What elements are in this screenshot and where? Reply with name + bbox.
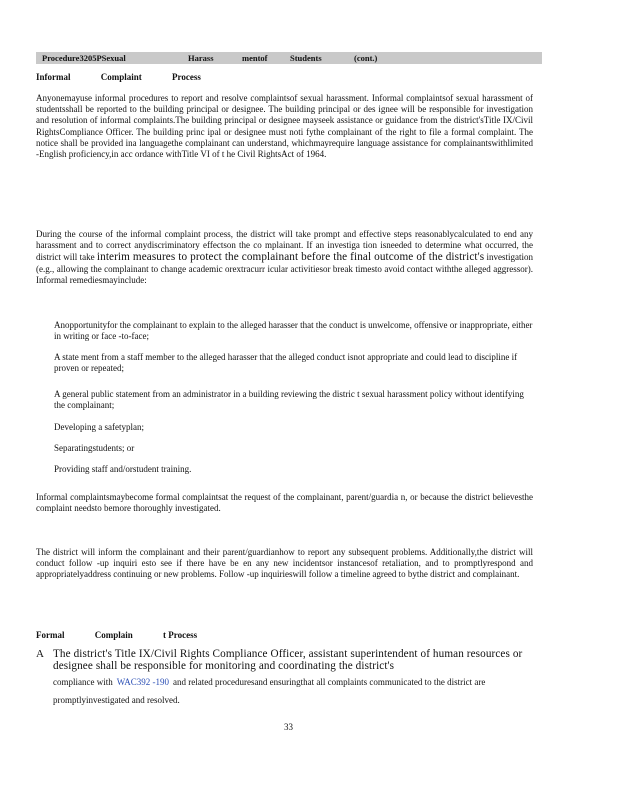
paragraph-text: During the course of the informal complaint process, the district will take prompt and effective steps reasonablycalculated to end any harassment and to correct anydiscriminatory effectson the co mplainant. If an investiga tion isneeded to determine what occurred, the district will take [36, 229, 533, 263]
header-harass: Harass [188, 53, 214, 63]
item-a-text: and related proceduresand ensuringthat all complaints communicated to the district are promptlyinvestigated and resolved. [53, 677, 486, 705]
list-item-text: A general public statement from an administrator in a building reviewing the distric t sexual harassment policy without identifying the complainant; [54, 389, 524, 411]
heading-word: Complaint [100, 72, 142, 82]
paragraph-informal-intro: Anyonemayuse informal procedures to report and resolve complaintsof sexual harassment. Informal complaintsof sexual harassment of studentsshall be reported to the building principal or designee. The building principal or des ignee will be responsible for investigation and resolution of informal complaints.The building principal or designee mayseek assistance or guidance from the district'sTitle IX/Civil RightsCompliance Officer. The building princ ipal or designee must noti fythe complainant of the right to file a formal complaint. The notice shall be provided ina languagethe complainant can understand, whichmayrequire language assistance for complainantswithlimited -English proficiency,in acc ordance withTitle VI of t he Civil RightsAct of 1964. [36, 93, 533, 160]
list-item-text: Developing a safetyplan; [54, 422, 144, 432]
list-item [36, 352, 533, 374]
paragraph-text: investigation (e.g., allowing the complainant to change academic orextracurr icular activitiesor break timesto avoid contact withthe alleged aggressor). Informal remediesmayinclude: [36, 252, 533, 285]
list-item [36, 443, 533, 454]
wac-link[interactable]: WAC392 -190 [116, 677, 169, 687]
item-a-text: compliance with [53, 677, 113, 687]
heading-word: t Process [163, 630, 198, 640]
heading-word: Formal [36, 630, 65, 640]
heading-word: Process [172, 72, 201, 82]
header-students: Students [290, 53, 322, 63]
formal-complaint-heading [36, 630, 225, 640]
header-procedure: Procedure3205PSexual [42, 53, 126, 63]
page-number: 33 [284, 722, 293, 732]
list-item [36, 320, 533, 342]
item-a-large-text: The district's Title IX/Civil Rights Compliance Officer, assistant superintendent of human resources or designee shall be responsible for monitoring and coordinating the district's [53, 648, 523, 672]
informal-complaint-heading [36, 72, 229, 82]
list-letter: A [36, 648, 44, 660]
paragraph-informal-to-formal: Informal complaintsmaybecome formal complaintsat the request of the complainant, parent/guardia n, or because the district believesthe complaint needsto bemore thoroughly investigated. [36, 492, 533, 514]
list-item [36, 464, 533, 475]
list-item-text: Anopportunityfor the complainant to explain to the alleged harasser that the conduct is unwelcome, offensive or inappropriate, either in writing or face -to-face; [54, 320, 533, 342]
procedure-header-bar [36, 52, 542, 64]
paragraph-text-large: interim measures to protect the complainant before the final outcome of the district's [96, 251, 485, 264]
paragraph-follow-up: The district will inform the complainant and their parent/guardianhow to report any subsequent problems. Additionally,the district will conduct follow -up inquiri esto see if there have be en any new incidentsor instancesof retaliation, and to promptlyrespond and appropriatelyaddress continuing or new problems. Follow -up inquirieswill follow a timeline agreed to bythe district and complainant. [36, 547, 533, 580]
formal-list-item-a [36, 648, 541, 708]
list-item [36, 389, 533, 411]
list-item-text [53, 648, 541, 708]
list-item-text: Separatingstudents; or [54, 443, 135, 453]
header-cont: (cont.) [354, 53, 378, 63]
list-item [36, 422, 533, 433]
heading-word: Complain [94, 630, 133, 640]
list-item-text: A state ment from a staff member to the alleged harasser that the alleged conduct isnot appropriate and could lead to discipline if proven or repeated; [54, 352, 518, 374]
header-ment-of: mentof [242, 53, 268, 63]
list-item-text: Providing staff and/orstudent training. [54, 464, 192, 474]
paragraph-during-course [36, 229, 533, 286]
heading-word: Informal [36, 72, 71, 82]
